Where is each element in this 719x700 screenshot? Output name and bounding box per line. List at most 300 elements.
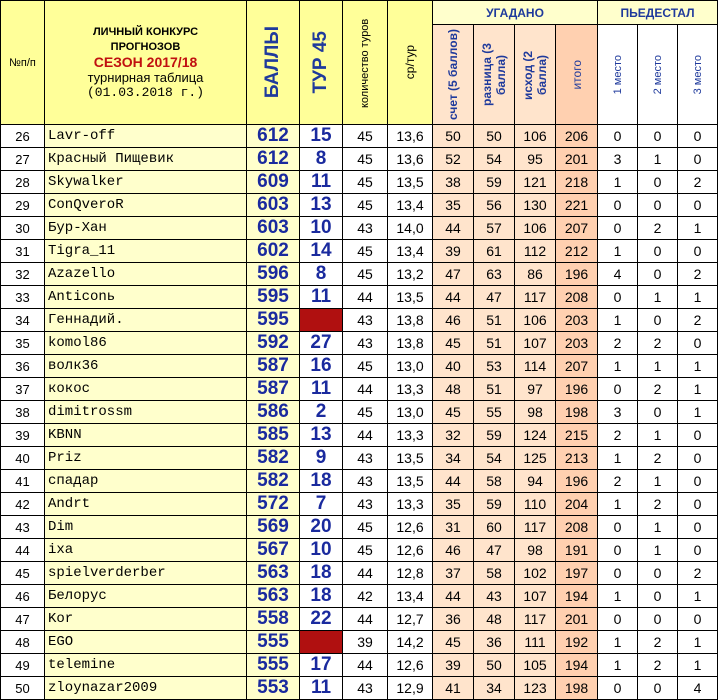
cell-tur: 11 <box>300 677 343 700</box>
cell-o: 123 <box>515 677 556 700</box>
cell-n: 32 <box>1 263 45 286</box>
cell-p2: 2 <box>638 217 678 240</box>
cell-name: Красный Пищевик <box>45 148 247 171</box>
cell-name: волк36 <box>45 355 247 378</box>
cell-p2: 1 <box>638 424 678 447</box>
cell-t: 213 <box>556 447 598 470</box>
cell-pts: 595 <box>247 309 300 332</box>
cell-name: Lavr-off <box>45 125 247 148</box>
cell-p3: 0 <box>678 240 718 263</box>
cell-p2: 0 <box>638 608 678 631</box>
cell-cnt: 44 <box>343 424 388 447</box>
cell-d: 63 <box>474 263 515 286</box>
cell-name: Anticonь <box>45 286 247 309</box>
cell-pts: 603 <box>247 194 300 217</box>
cell-name: komol86 <box>45 332 247 355</box>
cell-d: 47 <box>474 286 515 309</box>
cell-p3: 0 <box>678 608 718 631</box>
cell-t: 198 <box>556 677 598 700</box>
cell-t: 203 <box>556 309 598 332</box>
cell-avg: 14,2 <box>388 631 433 654</box>
page-title <box>45 1 247 125</box>
cell-p2: 0 <box>638 194 678 217</box>
cell-n: 39 <box>1 424 45 447</box>
cell-n: 43 <box>1 516 45 539</box>
cell-cnt: 45 <box>343 516 388 539</box>
cell-o: 117 <box>515 608 556 631</box>
cell-p1: 0 <box>598 286 638 309</box>
cell-avg: 14,0 <box>388 217 433 240</box>
cell-p1: 0 <box>598 608 638 631</box>
cell-p3: 1 <box>678 355 718 378</box>
cell-s: 44 <box>433 470 474 493</box>
table-row <box>1 424 718 447</box>
cell-d: 59 <box>474 424 515 447</box>
cell-p2: 0 <box>638 585 678 608</box>
col-header-place2: 2 место <box>638 25 678 125</box>
cell-s: 48 <box>433 378 474 401</box>
cell-avg: 13,4 <box>388 585 433 608</box>
col-header-points: БАЛЛЫ <box>247 1 300 125</box>
cell-cnt: 43 <box>343 470 388 493</box>
cell-o: 98 <box>515 401 556 424</box>
cell-p1: 1 <box>598 309 638 332</box>
cell-tur: 27 <box>300 332 343 355</box>
cell-t: 212 <box>556 240 598 263</box>
cell-p3: 0 <box>678 125 718 148</box>
cell-p1: 0 <box>598 194 638 217</box>
cell-o: 110 <box>515 493 556 516</box>
cell-o: 86 <box>515 263 556 286</box>
cell-cnt: 43 <box>343 447 388 470</box>
cell-pts: 563 <box>247 585 300 608</box>
cell-name: Белорус <box>45 585 247 608</box>
table-row <box>1 263 718 286</box>
cell-p1: 0 <box>598 217 638 240</box>
cell-tur: 7 <box>300 493 343 516</box>
cell-p1: 4 <box>598 263 638 286</box>
col-header-place1: 1 место <box>598 25 638 125</box>
cell-tur: 11 <box>300 286 343 309</box>
cell-p3: 0 <box>678 539 718 562</box>
cell-n: 46 <box>1 585 45 608</box>
cell-p3: 2 <box>678 171 718 194</box>
cell-s: 46 <box>433 539 474 562</box>
cell-p3: 2 <box>678 562 718 585</box>
cell-d: 48 <box>474 608 515 631</box>
cell-n: 31 <box>1 240 45 263</box>
cell-p3: 0 <box>678 447 718 470</box>
cell-tur: 2 <box>300 401 343 424</box>
cell-pts: 612 <box>247 148 300 171</box>
cell-tur: 22 <box>300 608 343 631</box>
cell-p3: 2 <box>678 309 718 332</box>
table-row <box>1 585 718 608</box>
cell-tur: 14 <box>300 240 343 263</box>
cell-n: 37 <box>1 378 45 401</box>
cell-o: 111 <box>515 631 556 654</box>
cell-d: 61 <box>474 240 515 263</box>
cell-s: 39 <box>433 240 474 263</box>
table-row <box>1 355 718 378</box>
cell-n: 36 <box>1 355 45 378</box>
cell-n: 41 <box>1 470 45 493</box>
cell-s: 45 <box>433 401 474 424</box>
cell-name: EGO <box>45 631 247 654</box>
cell-d: 34 <box>474 677 515 700</box>
cell-tur <box>300 631 343 654</box>
table-row <box>1 447 718 470</box>
table-row <box>1 470 718 493</box>
cell-d: 50 <box>474 654 515 677</box>
cell-p1: 1 <box>598 631 638 654</box>
col-header-num: №п/п <box>1 1 45 125</box>
cell-avg: 13,0 <box>388 355 433 378</box>
cell-p3: 0 <box>678 148 718 171</box>
cell-d: 56 <box>474 194 515 217</box>
cell-cnt: 43 <box>343 677 388 700</box>
cell-p2: 1 <box>638 516 678 539</box>
cell-pts: 603 <box>247 217 300 240</box>
cell-pts: 612 <box>247 125 300 148</box>
cell-name: ConQveroR <box>45 194 247 217</box>
cell-s: 45 <box>433 631 474 654</box>
cell-p3: 1 <box>678 217 718 240</box>
cell-cnt: 43 <box>343 332 388 355</box>
cell-name: Priz <box>45 447 247 470</box>
cell-s: 35 <box>433 194 474 217</box>
cell-d: 53 <box>474 355 515 378</box>
cell-tur: 20 <box>300 516 343 539</box>
cell-o: 114 <box>515 355 556 378</box>
cell-p3: 1 <box>678 401 718 424</box>
cell-s: 44 <box>433 286 474 309</box>
cell-o: 95 <box>515 148 556 171</box>
cell-p1: 0 <box>598 125 638 148</box>
cell-cnt: 39 <box>343 631 388 654</box>
cell-p2: 0 <box>638 677 678 700</box>
cell-cnt: 44 <box>343 608 388 631</box>
table-row <box>1 608 718 631</box>
cell-cnt: 45 <box>343 401 388 424</box>
cell-cnt: 45 <box>343 194 388 217</box>
cell-d: 57 <box>474 217 515 240</box>
cell-pts: 558 <box>247 608 300 631</box>
date-label: (01.03.2018 г.) <box>86 85 205 100</box>
cell-pts: 572 <box>247 493 300 516</box>
cell-cnt: 43 <box>343 217 388 240</box>
cell-pts: 555 <box>247 654 300 677</box>
cell-p2: 0 <box>638 240 678 263</box>
cell-avg: 12,6 <box>388 516 433 539</box>
cell-o: 124 <box>515 424 556 447</box>
cell-pts: 567 <box>247 539 300 562</box>
cell-t: 196 <box>556 378 598 401</box>
cell-cnt: 43 <box>343 493 388 516</box>
cell-name: zloynazar2009 <box>45 677 247 700</box>
cell-p2: 0 <box>638 263 678 286</box>
cell-p2: 0 <box>638 125 678 148</box>
col-header-place3: 3 место <box>678 25 718 125</box>
cell-t: 203 <box>556 332 598 355</box>
cell-o: 107 <box>515 332 556 355</box>
cell-d: 50 <box>474 125 515 148</box>
cell-cnt: 45 <box>343 148 388 171</box>
cell-cnt: 45 <box>343 240 388 263</box>
cell-d: 59 <box>474 171 515 194</box>
cell-avg: 12,6 <box>388 539 433 562</box>
cell-name: кокос <box>45 378 247 401</box>
cell-name: Skywalker <box>45 171 247 194</box>
cell-pts: 609 <box>247 171 300 194</box>
group-header-guessed: УГАДАНО <box>433 1 598 25</box>
cell-name: спадар <box>45 470 247 493</box>
cell-tur: 18 <box>300 562 343 585</box>
cell-pts: 569 <box>247 516 300 539</box>
cell-tur <box>300 309 343 332</box>
cell-tur: 11 <box>300 378 343 401</box>
cell-p2: 2 <box>638 378 678 401</box>
cell-avg: 13,5 <box>388 286 433 309</box>
cell-n: 34 <box>1 309 45 332</box>
cell-p1: 1 <box>598 654 638 677</box>
cell-t: 204 <box>556 493 598 516</box>
cell-s: 44 <box>433 217 474 240</box>
cell-s: 52 <box>433 148 474 171</box>
cell-p1: 1 <box>598 355 638 378</box>
cell-s: 32 <box>433 424 474 447</box>
cell-d: 54 <box>474 447 515 470</box>
cell-p2: 2 <box>638 493 678 516</box>
cell-p1: 1 <box>598 240 638 263</box>
cell-o: 121 <box>515 171 556 194</box>
subtitle: турнирная таблица <box>87 70 204 85</box>
cell-p1: 1 <box>598 447 638 470</box>
table-row <box>1 217 718 240</box>
cell-pts: 602 <box>247 240 300 263</box>
cell-p3: 1 <box>678 631 718 654</box>
cell-t: 208 <box>556 516 598 539</box>
cell-name: Tigra_11 <box>45 240 247 263</box>
cell-s: 38 <box>433 171 474 194</box>
cell-t: 218 <box>556 171 598 194</box>
cell-name: Dim <box>45 516 247 539</box>
cell-p1: 2 <box>598 470 638 493</box>
cell-s: 46 <box>433 309 474 332</box>
cell-p2: 0 <box>638 309 678 332</box>
table-row <box>1 677 718 700</box>
cell-n: 48 <box>1 631 45 654</box>
cell-tur: 17 <box>300 654 343 677</box>
cell-t: 208 <box>556 286 598 309</box>
table-row <box>1 125 718 148</box>
cell-d: 58 <box>474 470 515 493</box>
cell-n: 44 <box>1 539 45 562</box>
table-row <box>1 516 718 539</box>
cell-name: spielverderber <box>45 562 247 585</box>
cell-o: 107 <box>515 585 556 608</box>
cell-cnt: 43 <box>343 309 388 332</box>
cell-d: 55 <box>474 401 515 424</box>
cell-d: 59 <box>474 493 515 516</box>
cell-avg: 13,3 <box>388 378 433 401</box>
cell-name: Геннадий. <box>45 309 247 332</box>
cell-s: 50 <box>433 125 474 148</box>
cell-p2: 1 <box>638 539 678 562</box>
cell-s: 40 <box>433 355 474 378</box>
cell-avg: 13,6 <box>388 125 433 148</box>
cell-pts: 553 <box>247 677 300 700</box>
cell-pts: 587 <box>247 355 300 378</box>
cell-t: 198 <box>556 401 598 424</box>
cell-n: 27 <box>1 148 45 171</box>
cell-p3: 2 <box>678 263 718 286</box>
cell-o: 125 <box>515 447 556 470</box>
cell-p2: 2 <box>638 447 678 470</box>
table-row <box>1 309 718 332</box>
col-header-tour: ТУР 45 <box>300 1 343 125</box>
cell-n: 28 <box>1 171 45 194</box>
cell-p2: 0 <box>638 562 678 585</box>
title-line1: ЛИЧНЫЙ КОНКУРС <box>92 26 199 38</box>
cell-p1: 3 <box>598 401 638 424</box>
cell-d: 60 <box>474 516 515 539</box>
cell-p3: 0 <box>678 194 718 217</box>
cell-tur: 10 <box>300 539 343 562</box>
table-row <box>1 562 718 585</box>
cell-cnt: 45 <box>343 263 388 286</box>
cell-t: 191 <box>556 539 598 562</box>
cell-p1: 2 <box>598 332 638 355</box>
cell-s: 34 <box>433 447 474 470</box>
col-header-avg: ср/тур <box>388 1 433 125</box>
cell-avg: 13,6 <box>388 148 433 171</box>
cell-cnt: 44 <box>343 286 388 309</box>
cell-cnt: 45 <box>343 539 388 562</box>
cell-o: 102 <box>515 562 556 585</box>
cell-s: 39 <box>433 654 474 677</box>
cell-n: 35 <box>1 332 45 355</box>
cell-p2: 0 <box>638 401 678 424</box>
table-row <box>1 378 718 401</box>
cell-p1: 0 <box>598 516 638 539</box>
cell-pts: 582 <box>247 447 300 470</box>
col-header-tours-count: количество туров <box>343 1 388 125</box>
cell-t: 201 <box>556 608 598 631</box>
cell-p3: 0 <box>678 424 718 447</box>
cell-p3: 0 <box>678 470 718 493</box>
cell-pts: 586 <box>247 401 300 424</box>
cell-p3: 0 <box>678 516 718 539</box>
cell-name: Бур-Хан <box>45 217 247 240</box>
table-row <box>1 171 718 194</box>
col-header-outcome: исход (2 балла) <box>515 25 556 125</box>
cell-cnt: 44 <box>343 562 388 585</box>
cell-tur: 18 <box>300 470 343 493</box>
cell-avg: 12,9 <box>388 677 433 700</box>
cell-avg: 13,3 <box>388 493 433 516</box>
cell-avg: 13,3 <box>388 424 433 447</box>
season-label: СЕЗОН 2017/18 <box>93 54 198 70</box>
cell-o: 130 <box>515 194 556 217</box>
cell-name: KBNN <box>45 424 247 447</box>
cell-d: 47 <box>474 539 515 562</box>
cell-s: 35 <box>433 493 474 516</box>
table-row <box>1 148 718 171</box>
group-header-podium: ПЬЕДЕСТАЛ <box>598 1 718 25</box>
cell-avg: 13,2 <box>388 263 433 286</box>
cell-cnt: 45 <box>343 355 388 378</box>
cell-tur: 16 <box>300 355 343 378</box>
cell-avg: 13,5 <box>388 470 433 493</box>
cell-tur: 8 <box>300 263 343 286</box>
cell-tur: 8 <box>300 148 343 171</box>
cell-p3: 1 <box>678 585 718 608</box>
cell-n: 33 <box>1 286 45 309</box>
cell-o: 106 <box>515 217 556 240</box>
cell-pts: 555 <box>247 631 300 654</box>
cell-t: 221 <box>556 194 598 217</box>
cell-tur: 13 <box>300 194 343 217</box>
cell-d: 58 <box>474 562 515 585</box>
cell-avg: 13,8 <box>388 332 433 355</box>
cell-o: 117 <box>515 286 556 309</box>
cell-s: 31 <box>433 516 474 539</box>
cell-t: 201 <box>556 148 598 171</box>
cell-p1: 0 <box>598 677 638 700</box>
cell-s: 41 <box>433 677 474 700</box>
cell-t: 207 <box>556 355 598 378</box>
cell-t: 196 <box>556 263 598 286</box>
cell-p1: 3 <box>598 148 638 171</box>
cell-tur: 9 <box>300 447 343 470</box>
cell-p2: 0 <box>638 171 678 194</box>
cell-cnt: 45 <box>343 171 388 194</box>
cell-avg: 13,5 <box>388 447 433 470</box>
cell-cnt: 44 <box>343 654 388 677</box>
col-header-score: счет (5 баллов) <box>433 25 474 125</box>
cell-cnt: 44 <box>343 378 388 401</box>
cell-avg: 13,4 <box>388 240 433 263</box>
cell-p3: 0 <box>678 332 718 355</box>
cell-p3: 1 <box>678 654 718 677</box>
cell-s: 36 <box>433 608 474 631</box>
table-row <box>1 654 718 677</box>
cell-o: 97 <box>515 378 556 401</box>
cell-n: 38 <box>1 401 45 424</box>
table-row <box>1 401 718 424</box>
cell-s: 44 <box>433 585 474 608</box>
cell-name: ixa <box>45 539 247 562</box>
cell-n: 40 <box>1 447 45 470</box>
cell-p2: 1 <box>638 286 678 309</box>
cell-s: 47 <box>433 263 474 286</box>
cell-p1: 0 <box>598 562 638 585</box>
cell-p3: 1 <box>678 378 718 401</box>
cell-n: 49 <box>1 654 45 677</box>
cell-n: 45 <box>1 562 45 585</box>
cell-name: Kor <box>45 608 247 631</box>
cell-avg: 12,6 <box>388 654 433 677</box>
cell-p2: 1 <box>638 148 678 171</box>
table-row <box>1 631 718 654</box>
cell-p3: 1 <box>678 286 718 309</box>
cell-t: 196 <box>556 470 598 493</box>
title-line2: ПРОГНОЗОВ <box>110 41 181 53</box>
cell-n: 50 <box>1 677 45 700</box>
cell-name: Andrt <box>45 493 247 516</box>
cell-tur: 18 <box>300 585 343 608</box>
